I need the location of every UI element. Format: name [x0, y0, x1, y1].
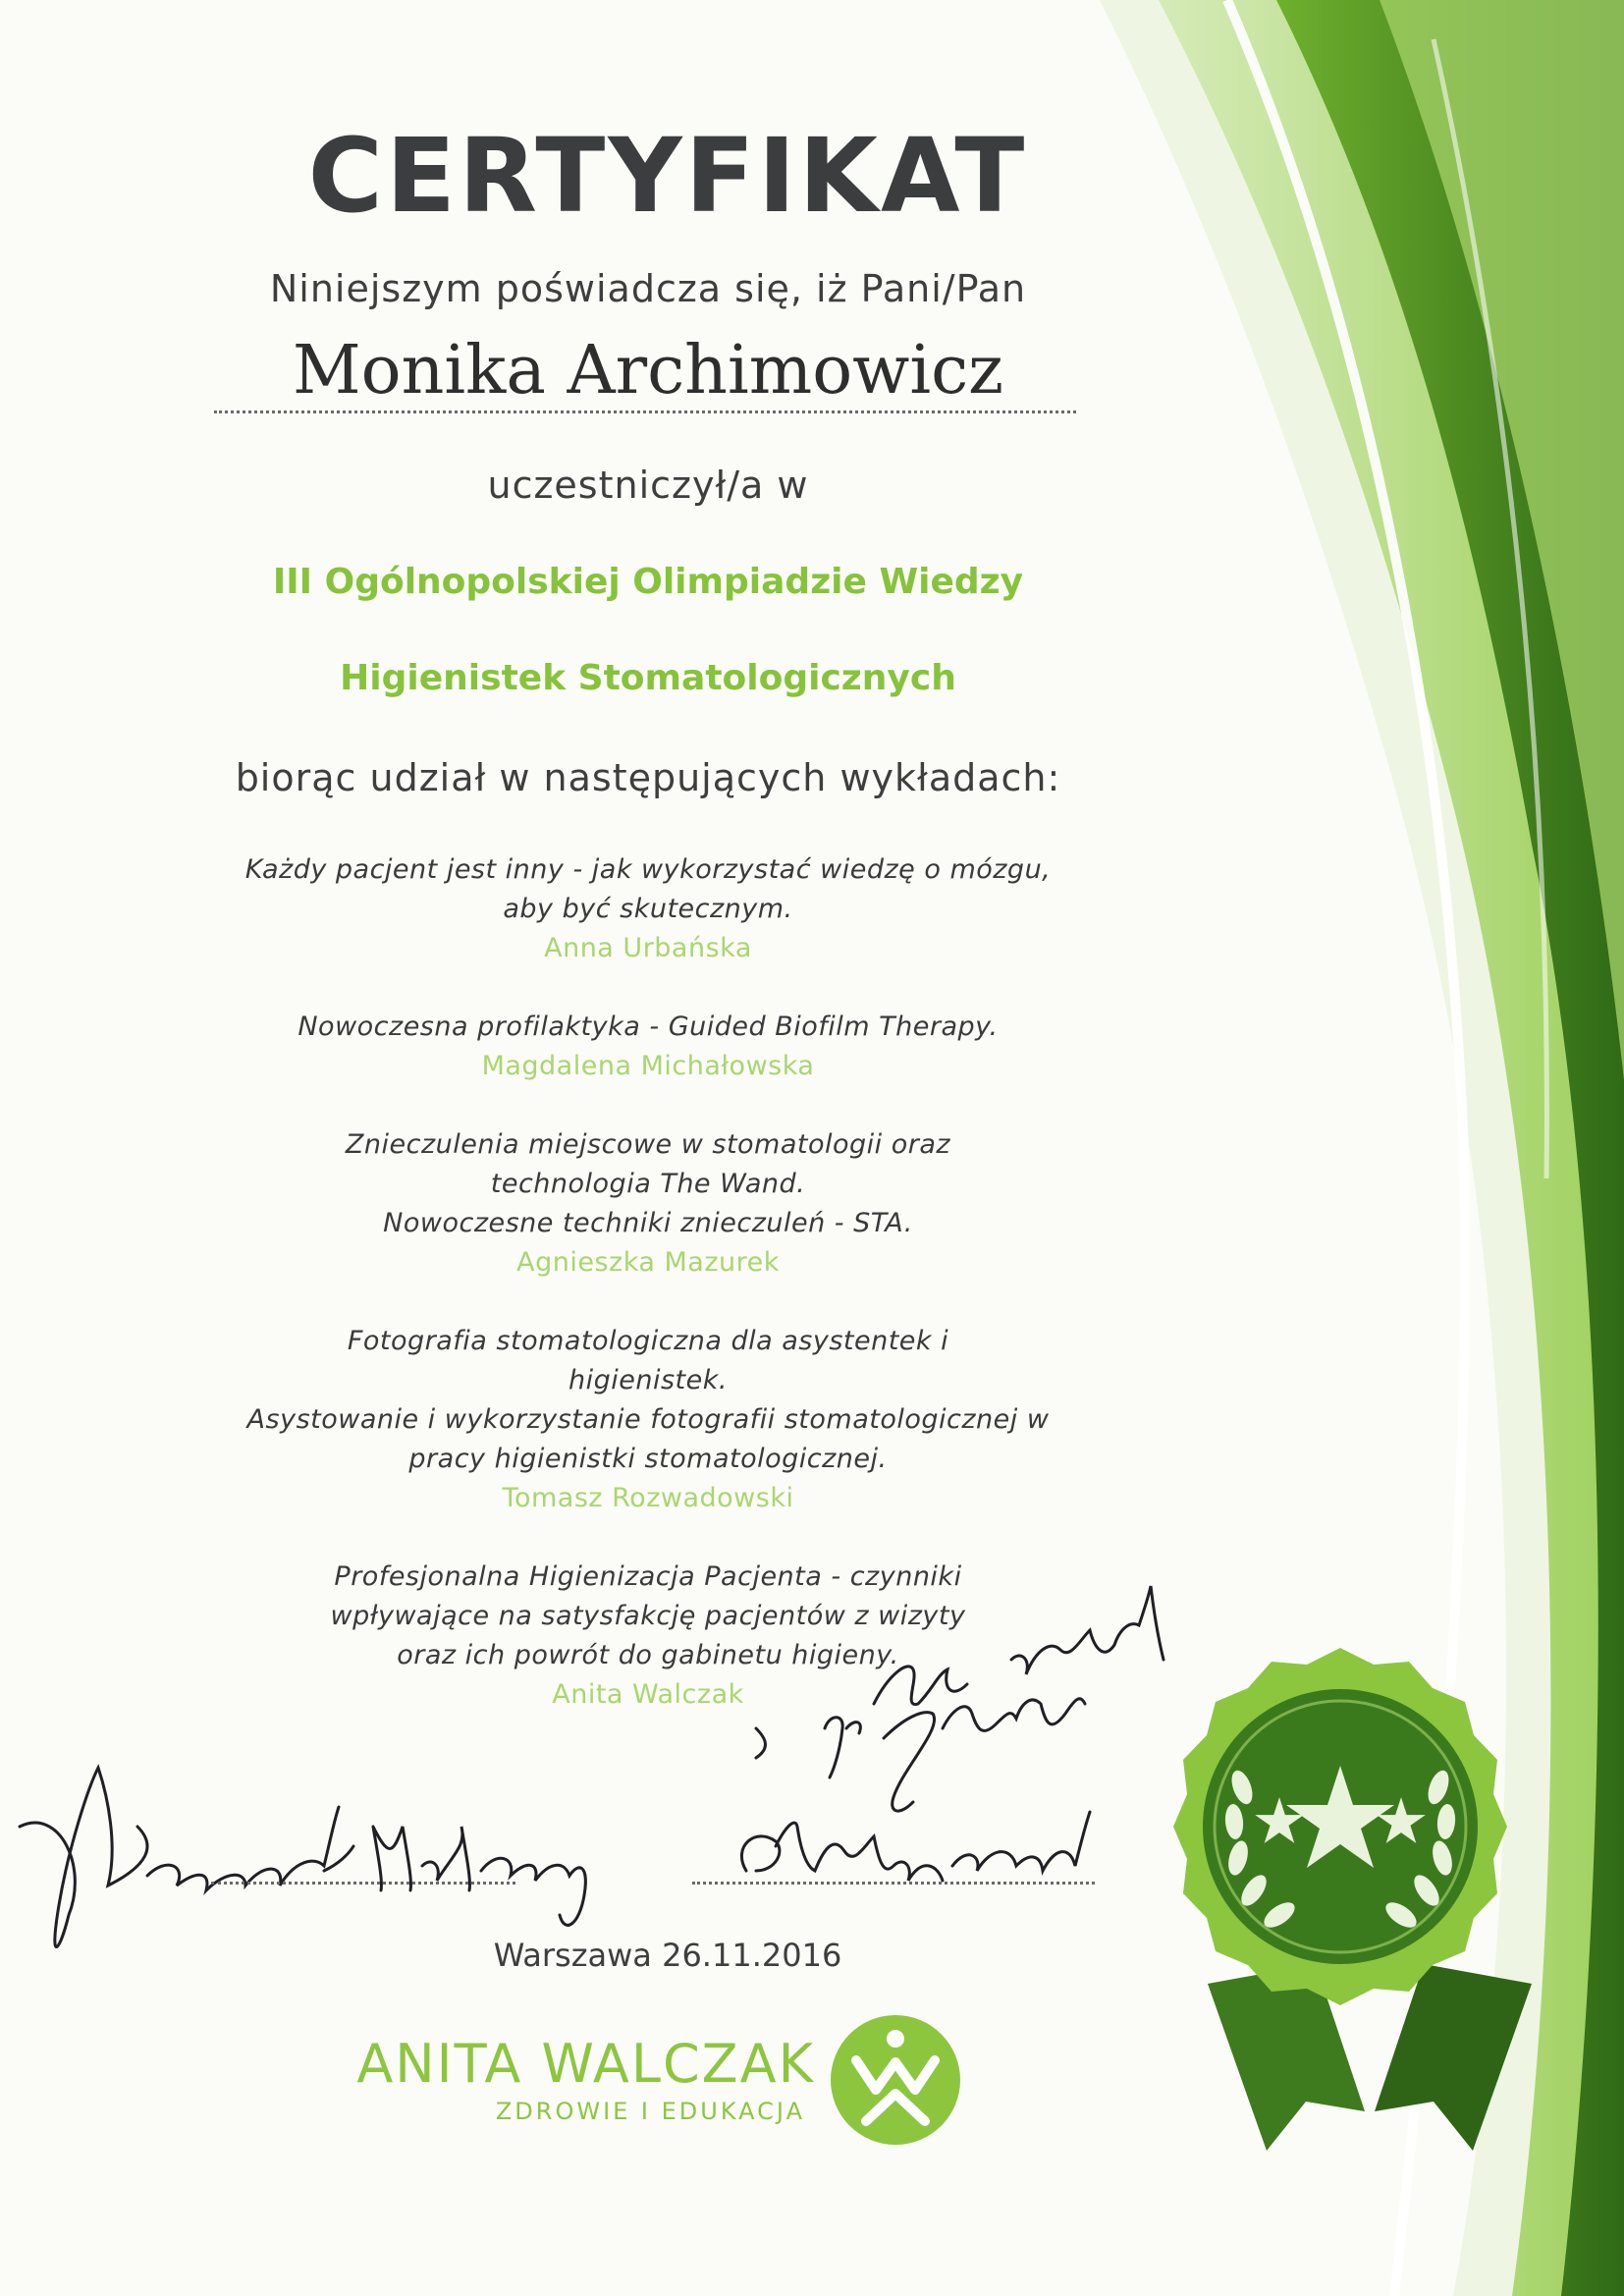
participated-text: uczestniczył/a w: [487, 464, 809, 507]
lecture-title-line: higienistek.: [568, 1365, 728, 1395]
lecturer-name: Agnieszka Mazurek: [516, 1247, 780, 1278]
lecture-title-line: Fotografia stomatologiczna dla asystentek i: [347, 1326, 949, 1356]
event-name-line-2: Higienistek Stomatologicznych: [340, 658, 956, 698]
attestation-text: Niniejszym poświadcza się, iż Pani/Pan: [269, 267, 1027, 310]
lecturer-name: Anita Walczak: [552, 1679, 744, 1710]
event-name-line-1: III Ogólnopolskiej Olimpiadzie Wiedzy: [272, 562, 1024, 602]
lecture-title-line: aby być skutecznym.: [503, 894, 793, 924]
certificate-title: CERTYFIKAT: [307, 116, 1028, 236]
lecture-title-line: Profesjonalna Higienizacja Pacjenta - czynniki: [334, 1561, 962, 1592]
place-and-date: Warszawa 26.11.2016: [493, 1937, 842, 1974]
lecture-title-line: Znieczulenia miejscowe w stomatologii oraz: [345, 1129, 951, 1160]
recipient-name: Monika Archimowicz: [293, 332, 1003, 410]
lecture-title-line: technologia The Wand.: [490, 1169, 806, 1199]
lecturer-name: Magdalena Michałowska: [481, 1051, 815, 1081]
lecturer-name: Tomasz Rozwadowski: [502, 1483, 794, 1513]
lecture-title-line: Nowoczesna profilaktyka - Guided Biofilm Therapy.: [298, 1011, 999, 1042]
lectures-intro: biorąc udział w następujących wykładach:: [235, 756, 1061, 799]
lecture-title-line: oraz ich powrót do gabinetu higieny.: [397, 1640, 899, 1670]
lecture-title-line: wpływające na satysfakcję pacjentów z wizyty: [330, 1601, 966, 1631]
lecture-title-line: pracy higienistki stomatologicznej.: [408, 1444, 888, 1474]
lecturer-name: Anna Urbańska: [544, 933, 752, 963]
lecture-title-line: Asystowanie i wykorzystanie fotografii stomatologicznej w: [246, 1404, 1050, 1435]
brand-tagline: ZDROWIE I EDUKACJA: [495, 2098, 805, 2125]
brand-name: ANITA WALCZAK: [356, 2033, 815, 2095]
lecture-title-line: Nowoczesne techniki znieczuleń - STA.: [383, 1208, 913, 1238]
lecture-title-line: Każdy pacjent jest inny - jak wykorzystać wiedzę o mózgu,: [244, 854, 1052, 885]
